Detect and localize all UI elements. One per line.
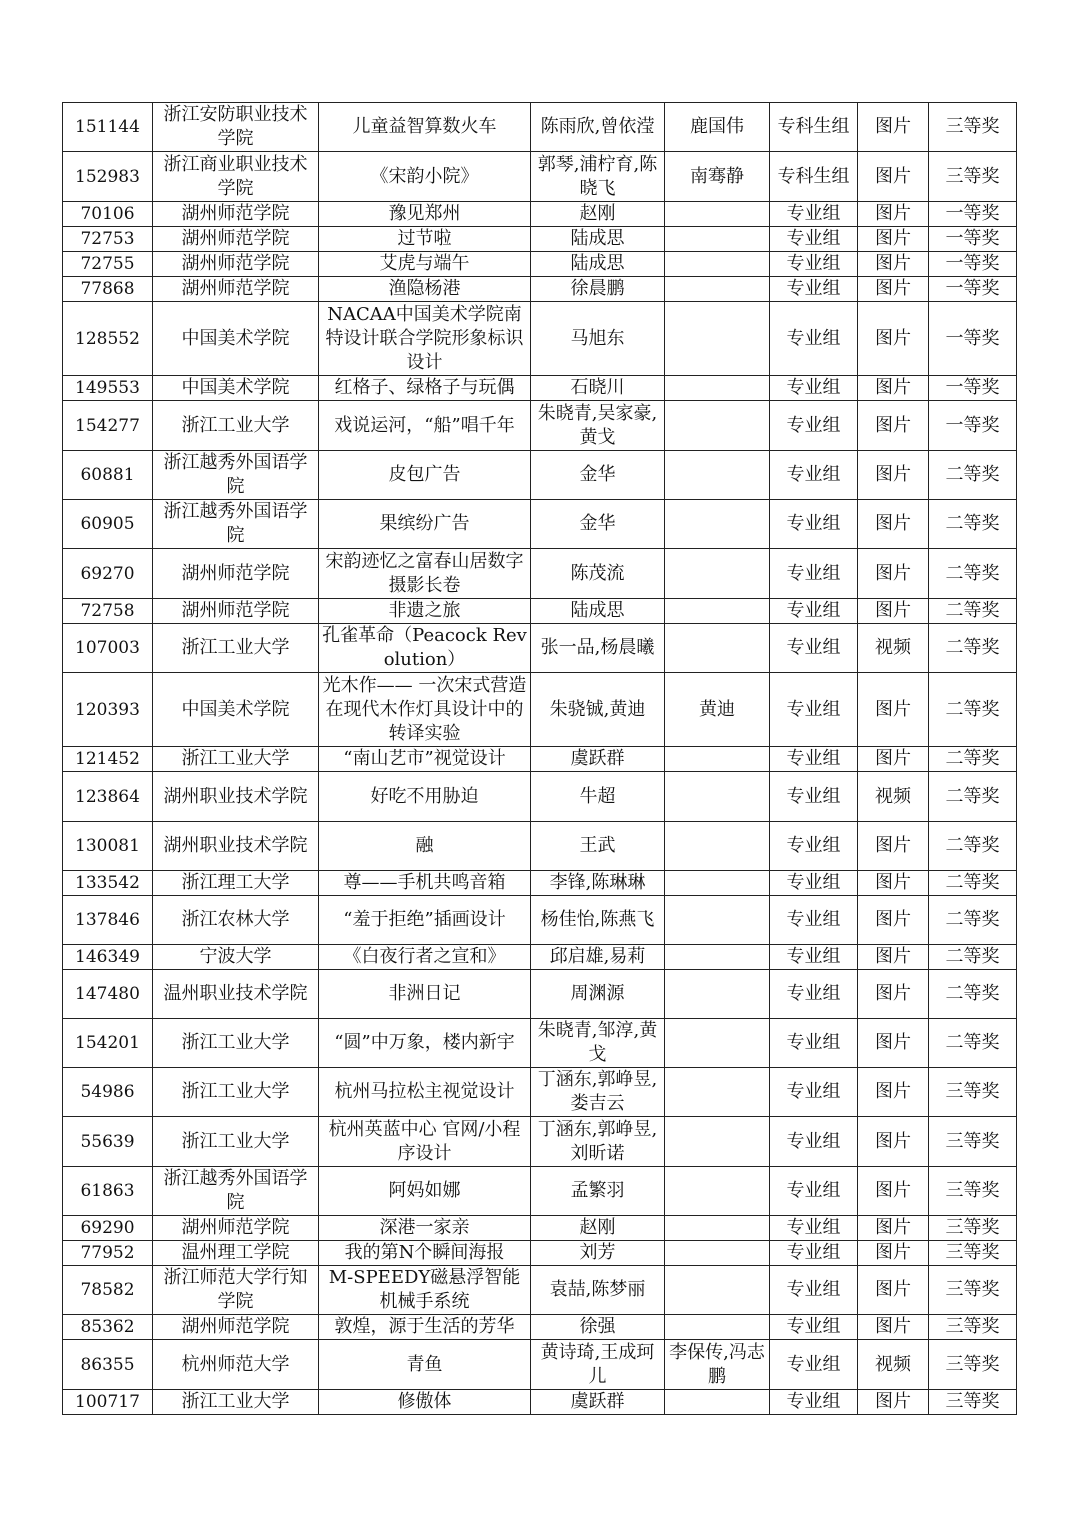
advisor-cell <box>665 376 770 401</box>
work-title-cell: “羞于拒绝”插画设计 <box>319 896 531 945</box>
group-cell: 专业组 <box>770 1167 858 1216</box>
table-row <box>63 896 1017 945</box>
table-row <box>63 376 1017 401</box>
authors-cell: 黄诗琦,王成珂儿 <box>531 1340 665 1390</box>
authors-cell: 石晓川 <box>531 376 665 401</box>
advisor-cell <box>665 871 770 896</box>
school-cell: 湖州师范学院 <box>153 227 319 252</box>
group-cell: 专业组 <box>770 202 858 227</box>
media-type-cell: 图片 <box>858 376 929 401</box>
media-type-cell: 图片 <box>858 1315 929 1340</box>
media-type-cell: 图片 <box>858 599 929 624</box>
group-cell: 专业组 <box>770 1241 858 1266</box>
work-title-cell: M-SPEEDY磁悬浮智能机械手系统 <box>319 1266 531 1315</box>
school-cell: 浙江越秀外国语学院 <box>153 451 319 500</box>
entry-id-cell: 154201 <box>63 1019 153 1068</box>
table-row <box>63 152 1017 202</box>
group-cell: 专业组 <box>770 549 858 599</box>
table-row <box>63 302 1017 376</box>
award-cell: 三等奖 <box>929 1241 1017 1266</box>
authors-cell: 刘芳 <box>531 1241 665 1266</box>
table-row <box>63 451 1017 500</box>
work-title-cell: 深港一家亲 <box>319 1216 531 1241</box>
award-cell: 二等奖 <box>929 747 1017 772</box>
media-type-cell: 图片 <box>858 673 929 747</box>
award-cell: 三等奖 <box>929 1068 1017 1117</box>
group-cell: 专业组 <box>770 1216 858 1241</box>
entry-id-cell: 120393 <box>63 673 153 747</box>
advisor-cell <box>665 277 770 302</box>
award-cell: 二等奖 <box>929 549 1017 599</box>
advisor-cell <box>665 252 770 277</box>
authors-cell: 徐晨鹏 <box>531 277 665 302</box>
media-type-cell: 图片 <box>858 896 929 945</box>
advisor-cell <box>665 1266 770 1315</box>
group-cell: 专业组 <box>770 624 858 673</box>
entry-id-cell: 154277 <box>63 401 153 451</box>
media-type-cell: 图片 <box>858 1117 929 1167</box>
table-row <box>63 277 1017 302</box>
group-cell: 专业组 <box>770 451 858 500</box>
award-cell: 一等奖 <box>929 401 1017 451</box>
advisor-cell <box>665 1390 770 1415</box>
advisor-cell <box>665 202 770 227</box>
work-title-cell: 好吃不用胁迫 <box>319 772 531 822</box>
work-title-cell: NACAA中国美术学院南特设计联合学院形象标识设计 <box>319 302 531 376</box>
table-row <box>63 599 1017 624</box>
table-row <box>63 1117 1017 1167</box>
advisor-cell <box>665 896 770 945</box>
award-cell: 三等奖 <box>929 1390 1017 1415</box>
advisor-cell <box>665 227 770 252</box>
entry-id-cell: 78582 <box>63 1266 153 1315</box>
entry-id-cell: 72755 <box>63 252 153 277</box>
advisor-cell <box>665 302 770 376</box>
award-cell: 二等奖 <box>929 599 1017 624</box>
work-title-cell: 过节啦 <box>319 227 531 252</box>
award-cell: 三等奖 <box>929 1340 1017 1390</box>
work-title-cell: 杭州马拉松主视觉设计 <box>319 1068 531 1117</box>
group-cell: 专业组 <box>770 252 858 277</box>
advisor-cell <box>665 451 770 500</box>
school-cell: 中国美术学院 <box>153 673 319 747</box>
media-type-cell: 图片 <box>858 401 929 451</box>
work-title-cell: 红格子、绿格子与玩偶 <box>319 376 531 401</box>
advisor-cell <box>665 772 770 822</box>
authors-cell: 朱晓青,吴家豪,黄戈 <box>531 401 665 451</box>
authors-cell: 徐强 <box>531 1315 665 1340</box>
group-cell: 专业组 <box>770 401 858 451</box>
group-cell: 专业组 <box>770 896 858 945</box>
advisor-cell <box>665 549 770 599</box>
work-title-cell: 《宋韵小院》 <box>319 152 531 202</box>
table-row <box>63 772 1017 822</box>
award-cell: 一等奖 <box>929 227 1017 252</box>
table-row <box>63 624 1017 673</box>
advisor-cell <box>665 1216 770 1241</box>
table-row <box>63 227 1017 252</box>
school-cell: 浙江安防职业技术学院 <box>153 103 319 152</box>
award-cell: 三等奖 <box>929 1216 1017 1241</box>
entry-id-cell: 60905 <box>63 500 153 549</box>
authors-cell: 张一品,杨晨曦 <box>531 624 665 673</box>
authors-cell: 虞跃群 <box>531 747 665 772</box>
award-cell: 三等奖 <box>929 152 1017 202</box>
work-title-cell: 渔隐杨港 <box>319 277 531 302</box>
media-type-cell: 图片 <box>858 252 929 277</box>
advisor-cell: 南骞静 <box>665 152 770 202</box>
advisor-cell: 李保传,冯志鹏 <box>665 1340 770 1390</box>
entry-id-cell: 70106 <box>63 202 153 227</box>
entry-id-cell: 72753 <box>63 227 153 252</box>
entry-id-cell: 147480 <box>63 970 153 1019</box>
school-cell: 浙江工业大学 <box>153 747 319 772</box>
authors-cell: 袁喆,陈梦丽 <box>531 1266 665 1315</box>
table-row <box>63 1266 1017 1315</box>
table-row <box>63 673 1017 747</box>
table-row <box>63 1068 1017 1117</box>
media-type-cell: 图片 <box>858 500 929 549</box>
media-type-cell: 图片 <box>858 103 929 152</box>
school-cell: 湖州师范学院 <box>153 1315 319 1340</box>
award-cell: 三等奖 <box>929 1315 1017 1340</box>
group-cell: 专业组 <box>770 277 858 302</box>
award-cell: 二等奖 <box>929 673 1017 747</box>
authors-cell: 虞跃群 <box>531 1390 665 1415</box>
award-cell: 二等奖 <box>929 772 1017 822</box>
media-type-cell: 图片 <box>858 302 929 376</box>
authors-cell: 周渊源 <box>531 970 665 1019</box>
advisor-cell: 鹿国伟 <box>665 103 770 152</box>
awards-table <box>62 102 1017 1415</box>
school-cell: 浙江工业大学 <box>153 624 319 673</box>
authors-cell: 李锋,陈琳琳 <box>531 871 665 896</box>
media-type-cell: 图片 <box>858 1167 929 1216</box>
award-cell: 一等奖 <box>929 376 1017 401</box>
advisor-cell <box>665 500 770 549</box>
table-row <box>63 1216 1017 1241</box>
entry-id-cell: 69290 <box>63 1216 153 1241</box>
school-cell: 浙江理工大学 <box>153 871 319 896</box>
entry-id-cell: 123864 <box>63 772 153 822</box>
entry-id-cell: 151144 <box>63 103 153 152</box>
group-cell: 专业组 <box>770 1315 858 1340</box>
school-cell: 湖州师范学院 <box>153 277 319 302</box>
school-cell: 浙江师范大学行知学院 <box>153 1266 319 1315</box>
award-cell: 三等奖 <box>929 1117 1017 1167</box>
advisor-cell <box>665 1068 770 1117</box>
authors-cell: 金华 <box>531 500 665 549</box>
school-cell: 中国美术学院 <box>153 302 319 376</box>
table-row <box>63 252 1017 277</box>
authors-cell: 赵刚 <box>531 1216 665 1241</box>
school-cell: 浙江工业大学 <box>153 1117 319 1167</box>
school-cell: 浙江工业大学 <box>153 1390 319 1415</box>
work-title-cell: 我的第N个瞬间海报 <box>319 1241 531 1266</box>
media-type-cell: 图片 <box>858 970 929 1019</box>
school-cell: 浙江商业职业技术学院 <box>153 152 319 202</box>
table-row <box>63 500 1017 549</box>
advisor-cell <box>665 624 770 673</box>
work-title-cell: 敦煌，源于生活的芳华 <box>319 1315 531 1340</box>
table-row <box>63 1390 1017 1415</box>
media-type-cell: 图片 <box>858 277 929 302</box>
entry-id-cell: 72758 <box>63 599 153 624</box>
entry-id-cell: 107003 <box>63 624 153 673</box>
group-cell: 专业组 <box>770 1068 858 1117</box>
advisor-cell <box>665 1315 770 1340</box>
school-cell: 湖州师范学院 <box>153 549 319 599</box>
work-title-cell: 非洲日记 <box>319 970 531 1019</box>
award-cell: 一等奖 <box>929 277 1017 302</box>
media-type-cell: 视频 <box>858 772 929 822</box>
table-row <box>63 871 1017 896</box>
award-cell: 三等奖 <box>929 1167 1017 1216</box>
media-type-cell: 图片 <box>858 822 929 871</box>
entry-id-cell: 54986 <box>63 1068 153 1117</box>
work-title-cell: 果缤纷广告 <box>319 500 531 549</box>
work-title-cell: 《白夜行者之宣和》 <box>319 945 531 970</box>
table-row <box>63 202 1017 227</box>
entry-id-cell: 121452 <box>63 747 153 772</box>
group-cell: 专业组 <box>770 376 858 401</box>
work-title-cell: 皮包广告 <box>319 451 531 500</box>
entry-id-cell: 133542 <box>63 871 153 896</box>
work-title-cell: 融 <box>319 822 531 871</box>
school-cell: 温州职业技术学院 <box>153 970 319 1019</box>
authors-cell: 孟繁羽 <box>531 1167 665 1216</box>
entry-id-cell: 55639 <box>63 1117 153 1167</box>
media-type-cell: 图片 <box>858 1019 929 1068</box>
entry-id-cell: 77868 <box>63 277 153 302</box>
school-cell: 浙江越秀外国语学院 <box>153 1167 319 1216</box>
school-cell: 湖州职业技术学院 <box>153 772 319 822</box>
award-cell: 二等奖 <box>929 871 1017 896</box>
award-cell: 一等奖 <box>929 252 1017 277</box>
entry-id-cell: 149553 <box>63 376 153 401</box>
award-cell: 二等奖 <box>929 822 1017 871</box>
table-row <box>63 1241 1017 1266</box>
authors-cell: 邱启雄,易莉 <box>531 945 665 970</box>
award-cell: 三等奖 <box>929 1266 1017 1315</box>
school-cell: 湖州师范学院 <box>153 599 319 624</box>
media-type-cell: 图片 <box>858 1266 929 1315</box>
table-row <box>63 401 1017 451</box>
group-cell: 专业组 <box>770 673 858 747</box>
authors-cell: 郭琴,浦柠育,陈晓飞 <box>531 152 665 202</box>
group-cell: 专业组 <box>770 500 858 549</box>
media-type-cell: 图片 <box>858 871 929 896</box>
authors-cell: 金华 <box>531 451 665 500</box>
authors-cell: 陈茂流 <box>531 549 665 599</box>
entry-id-cell: 130081 <box>63 822 153 871</box>
entry-id-cell: 86355 <box>63 1340 153 1390</box>
school-cell: 浙江工业大学 <box>153 401 319 451</box>
entry-id-cell: 61863 <box>63 1167 153 1216</box>
authors-cell: 杨佳怡,陈燕飞 <box>531 896 665 945</box>
group-cell: 专业组 <box>770 1340 858 1390</box>
group-cell: 专业组 <box>770 747 858 772</box>
work-title-cell: 戏说运河，“船”唱千年 <box>319 401 531 451</box>
table-row <box>63 945 1017 970</box>
media-type-cell: 图片 <box>858 1241 929 1266</box>
group-cell: 专业组 <box>770 599 858 624</box>
authors-cell: 牛超 <box>531 772 665 822</box>
authors-cell: 陆成思 <box>531 227 665 252</box>
award-cell: 二等奖 <box>929 451 1017 500</box>
media-type-cell: 图片 <box>858 747 929 772</box>
work-title-cell: 宋韵迹忆之富春山居数字摄影长卷 <box>319 549 531 599</box>
media-type-cell: 图片 <box>858 202 929 227</box>
advisor-cell: 黄迪 <box>665 673 770 747</box>
authors-cell: 陈雨欣,曾依滢 <box>531 103 665 152</box>
group-cell: 专业组 <box>770 1019 858 1068</box>
advisor-cell <box>665 1019 770 1068</box>
award-cell: 一等奖 <box>929 302 1017 376</box>
authors-cell: 丁涵东,郭峥昱,刘昕诺 <box>531 1117 665 1167</box>
table-row <box>63 103 1017 152</box>
work-title-cell: 青鱼 <box>319 1340 531 1390</box>
table-row <box>63 1340 1017 1390</box>
media-type-cell: 视频 <box>858 1340 929 1390</box>
authors-cell: 王武 <box>531 822 665 871</box>
media-type-cell: 图片 <box>858 1390 929 1415</box>
awards-table-body <box>63 103 1017 1415</box>
award-cell: 二等奖 <box>929 970 1017 1019</box>
entry-id-cell: 60881 <box>63 451 153 500</box>
table-row <box>63 1315 1017 1340</box>
work-title-cell: 阿妈如娜 <box>319 1167 531 1216</box>
group-cell: 专业组 <box>770 772 858 822</box>
group-cell: 专科生组 <box>770 152 858 202</box>
group-cell: 专业组 <box>770 227 858 252</box>
group-cell: 专业组 <box>770 1390 858 1415</box>
authors-cell: 丁涵东,郭峥昱,娄吉云 <box>531 1068 665 1117</box>
work-title-cell: “圆”中万象，楼内新宇 <box>319 1019 531 1068</box>
media-type-cell: 图片 <box>858 945 929 970</box>
advisor-cell <box>665 970 770 1019</box>
award-cell: 二等奖 <box>929 896 1017 945</box>
award-cell: 二等奖 <box>929 945 1017 970</box>
table-row <box>63 822 1017 871</box>
entry-id-cell: 85362 <box>63 1315 153 1340</box>
group-cell: 专业组 <box>770 970 858 1019</box>
advisor-cell <box>665 401 770 451</box>
work-title-cell: 艾虎与端午 <box>319 252 531 277</box>
award-cell: 二等奖 <box>929 500 1017 549</box>
advisor-cell <box>665 945 770 970</box>
award-cell: 二等奖 <box>929 1019 1017 1068</box>
group-cell: 专业组 <box>770 822 858 871</box>
school-cell: 湖州师范学院 <box>153 202 319 227</box>
school-cell: 湖州师范学院 <box>153 252 319 277</box>
media-type-cell: 图片 <box>858 1216 929 1241</box>
school-cell: 浙江农林大学 <box>153 896 319 945</box>
work-title-cell: “南山艺市”视觉设计 <box>319 747 531 772</box>
entry-id-cell: 100717 <box>63 1390 153 1415</box>
group-cell: 专业组 <box>770 945 858 970</box>
advisor-cell <box>665 1167 770 1216</box>
table-row <box>63 747 1017 772</box>
school-cell: 浙江越秀外国语学院 <box>153 500 319 549</box>
advisor-cell <box>665 1117 770 1167</box>
group-cell: 专业组 <box>770 1266 858 1315</box>
advisor-cell <box>665 822 770 871</box>
school-cell: 中国美术学院 <box>153 376 319 401</box>
work-title-cell: 儿童益智算数火车 <box>319 103 531 152</box>
authors-cell: 陆成思 <box>531 252 665 277</box>
media-type-cell: 图片 <box>858 451 929 500</box>
media-type-cell: 图片 <box>858 152 929 202</box>
entry-id-cell: 77952 <box>63 1241 153 1266</box>
table-row <box>63 549 1017 599</box>
work-title-cell: 非遗之旅 <box>319 599 531 624</box>
work-title-cell: 杭州英蓝中心 官网/小程序设计 <box>319 1117 531 1167</box>
table-row <box>63 970 1017 1019</box>
work-title-cell: 孔雀革命（Peacock Revolution） <box>319 624 531 673</box>
award-cell: 一等奖 <box>929 202 1017 227</box>
entry-id-cell: 69270 <box>63 549 153 599</box>
school-cell: 浙江工业大学 <box>153 1068 319 1117</box>
media-type-cell: 图片 <box>858 227 929 252</box>
authors-cell: 朱骁铖,黄迪 <box>531 673 665 747</box>
award-cell: 二等奖 <box>929 624 1017 673</box>
school-cell: 浙江工业大学 <box>153 1019 319 1068</box>
school-cell: 杭州师范大学 <box>153 1340 319 1390</box>
entry-id-cell: 128552 <box>63 302 153 376</box>
advisor-cell <box>665 1241 770 1266</box>
advisor-cell <box>665 599 770 624</box>
authors-cell: 朱晓青,邹淳,黄戈 <box>531 1019 665 1068</box>
entry-id-cell: 137846 <box>63 896 153 945</box>
media-type-cell: 图片 <box>858 549 929 599</box>
authors-cell: 赵刚 <box>531 202 665 227</box>
table-row <box>63 1167 1017 1216</box>
school-cell: 湖州职业技术学院 <box>153 822 319 871</box>
authors-cell: 陆成思 <box>531 599 665 624</box>
work-title-cell: 光木作—— 一次宋式营造在现代木作灯具设计中的转译实验 <box>319 673 531 747</box>
entry-id-cell: 152983 <box>63 152 153 202</box>
school-cell: 温州理工学院 <box>153 1241 319 1266</box>
media-type-cell: 图片 <box>858 1068 929 1117</box>
group-cell: 专业组 <box>770 871 858 896</box>
award-cell: 三等奖 <box>929 103 1017 152</box>
work-title-cell: 修傲体 <box>319 1390 531 1415</box>
group-cell: 专业组 <box>770 302 858 376</box>
entry-id-cell: 146349 <box>63 945 153 970</box>
advisor-cell <box>665 747 770 772</box>
school-cell: 湖州师范学院 <box>153 1216 319 1241</box>
media-type-cell: 视频 <box>858 624 929 673</box>
group-cell: 专科生组 <box>770 103 858 152</box>
group-cell: 专业组 <box>770 1117 858 1167</box>
work-title-cell: 豫见郑州 <box>319 202 531 227</box>
table-row <box>63 1019 1017 1068</box>
work-title-cell: 尊——手机共鸣音箱 <box>319 871 531 896</box>
authors-cell: 马旭东 <box>531 302 665 376</box>
school-cell: 宁波大学 <box>153 945 319 970</box>
